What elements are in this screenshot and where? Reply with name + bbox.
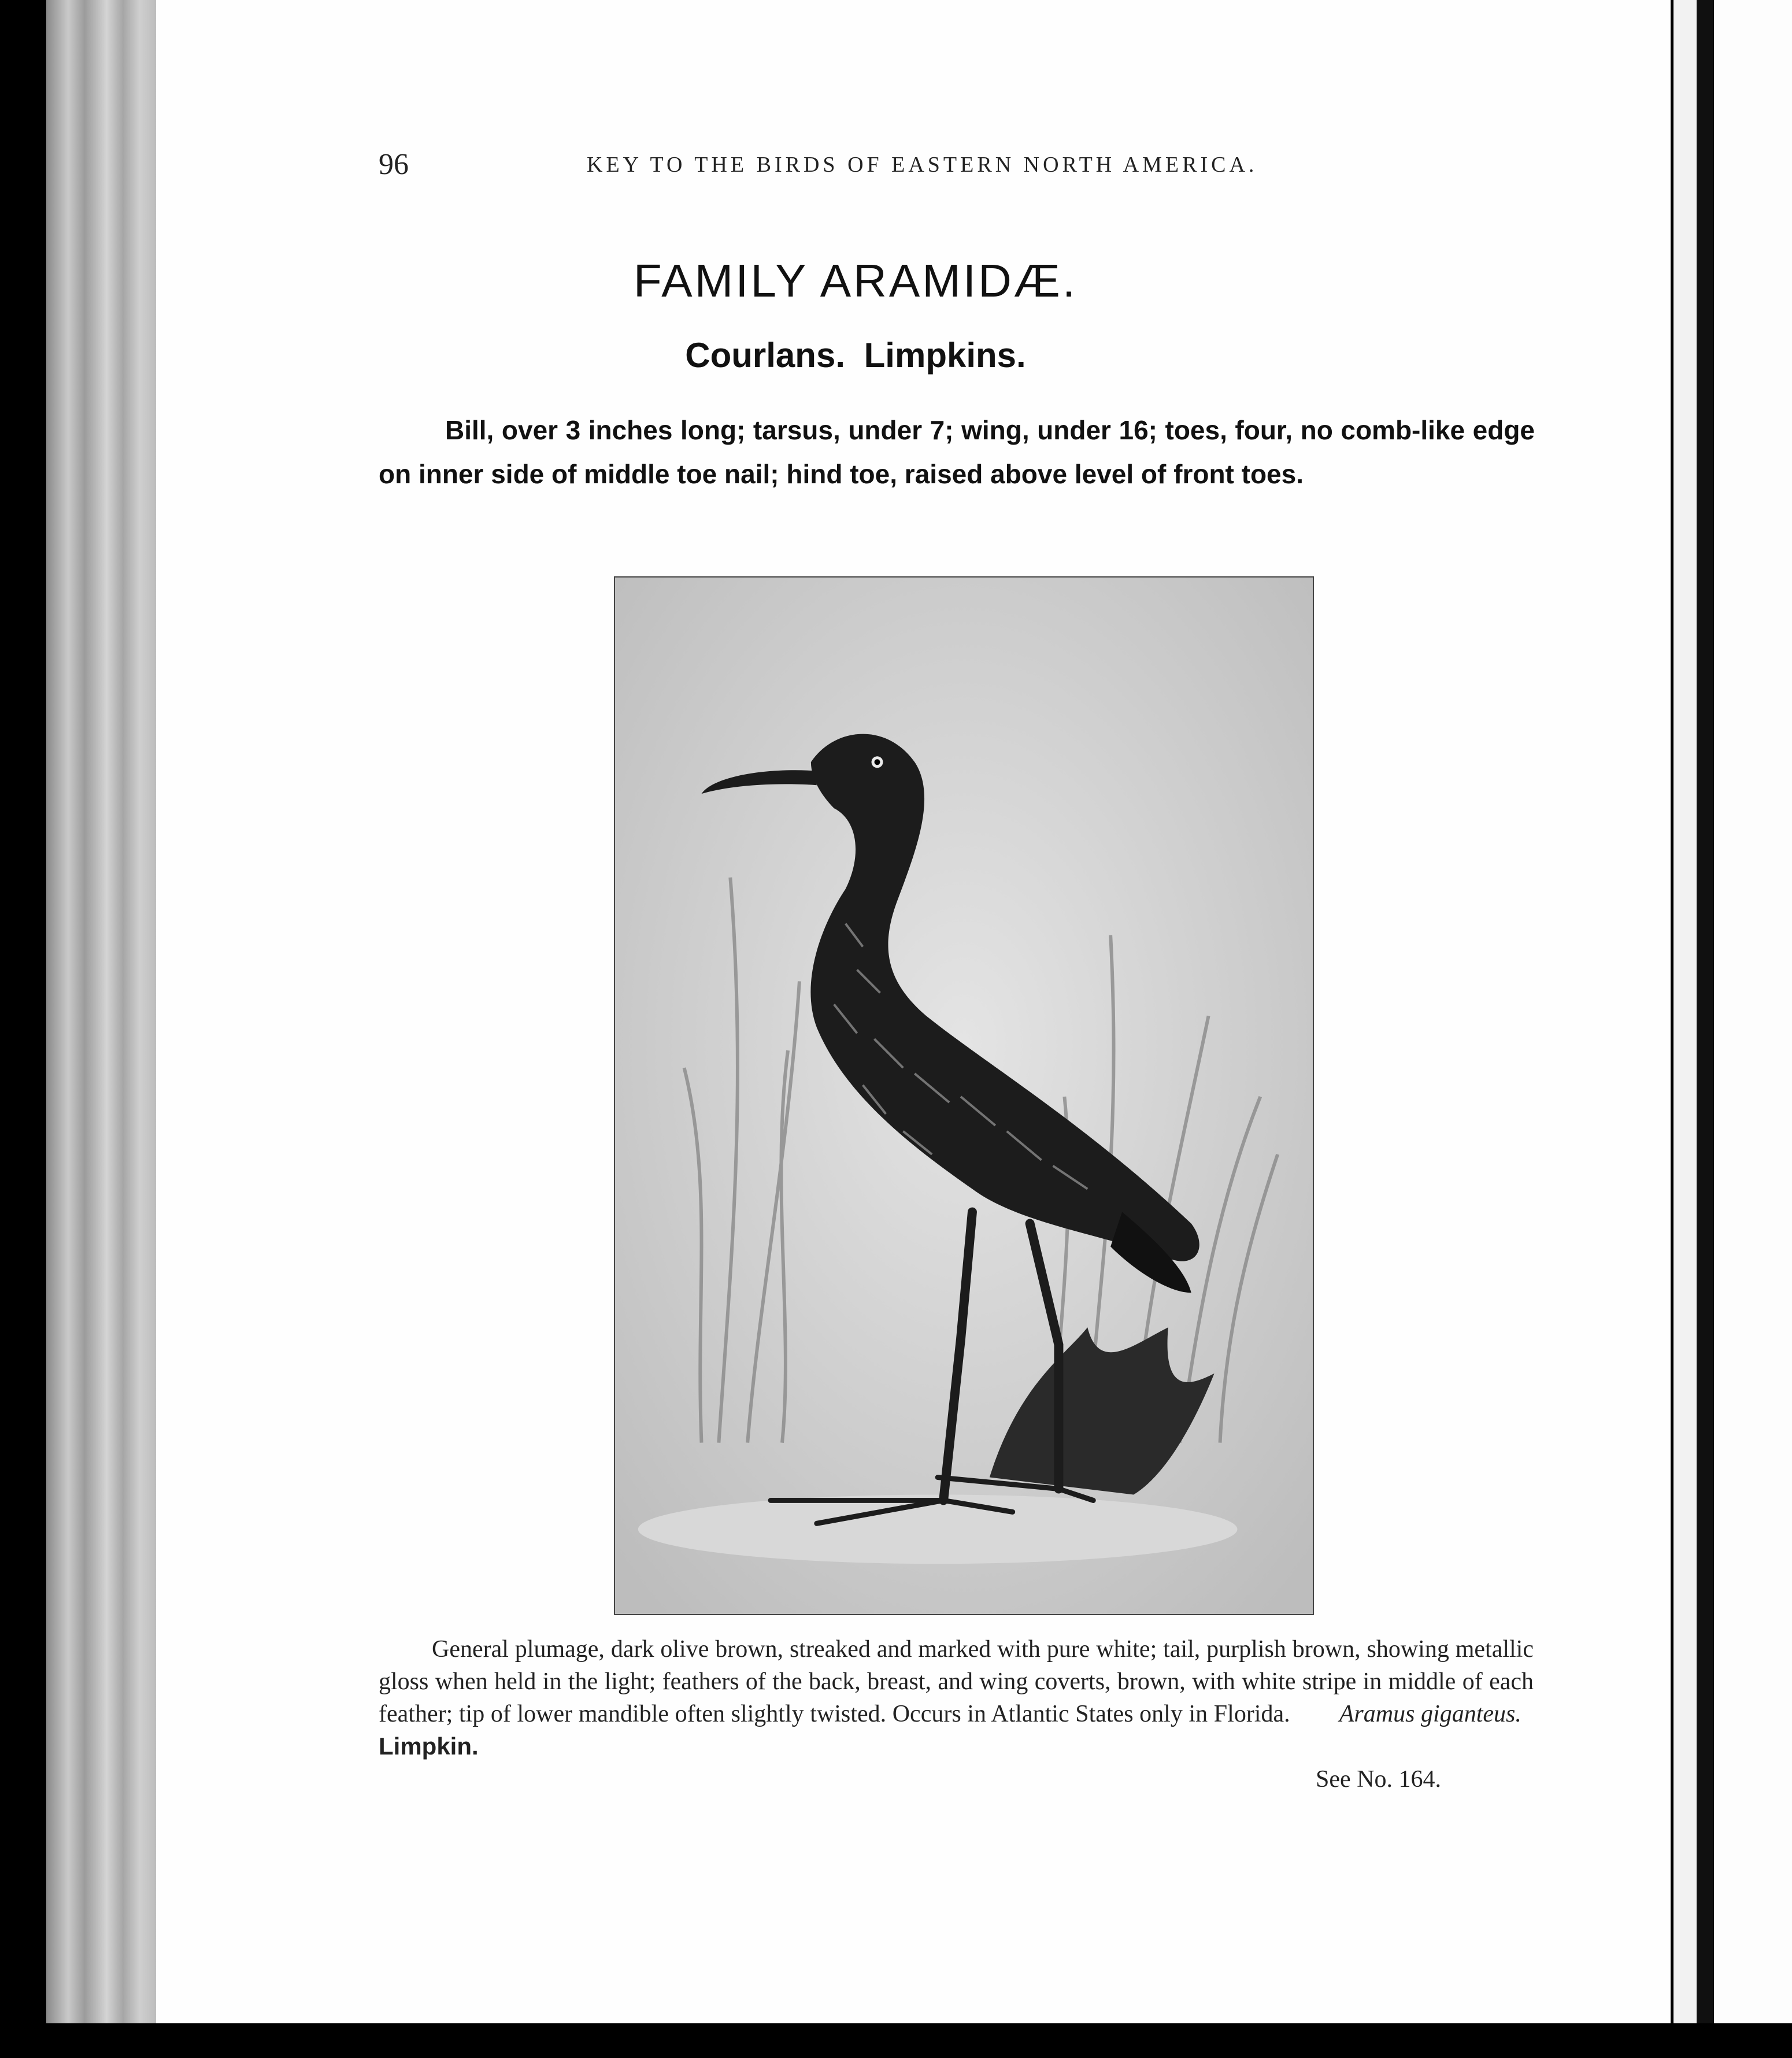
book-spine-edge [46, 0, 156, 2023]
identification-key: Bill, over 3 inches long; tarsus, under 7; wing, under 16; toes, four, no comb-like edge on inner side of middle toe nail; hind toe, raised above level of front toes. [379, 415, 1535, 489]
family-subtitle: Courlans. Limpkins. [685, 336, 1026, 375]
scientific-name: Aramus giganteus. [1339, 1701, 1521, 1727]
page-gutter [1673, 0, 1697, 2023]
common-name: Limpkin. [379, 1733, 479, 1760]
family-title: FAMILY ARAMIDÆ. [633, 255, 1078, 306]
limpkin-illustration [614, 576, 1314, 1615]
limpkin-bird-image [615, 578, 1313, 1614]
page-number: 96 [379, 148, 409, 181]
running-head: KEY TO THE BIRDS OF EASTERN NORTH AMERICA. [587, 153, 1258, 177]
see-reference: See No. 164. [1316, 1766, 1441, 1793]
species-caption [379, 1633, 1534, 1796]
facing-page-edge [1714, 0, 1792, 2023]
species-description: General plumage, dark olive brown, streaked and marked with pure white; tail, purplish brown, showing metallic gloss when held in the light; feathers of the back, breast, and wing coverts, brown, with white stripe in middle of each feather; tip of lower mandible often slightly twisted. Occurs in Atlantic States only in Florida. [379, 1636, 1534, 1727]
binding-shadow [1697, 0, 1714, 2023]
page-header [379, 147, 1321, 182]
